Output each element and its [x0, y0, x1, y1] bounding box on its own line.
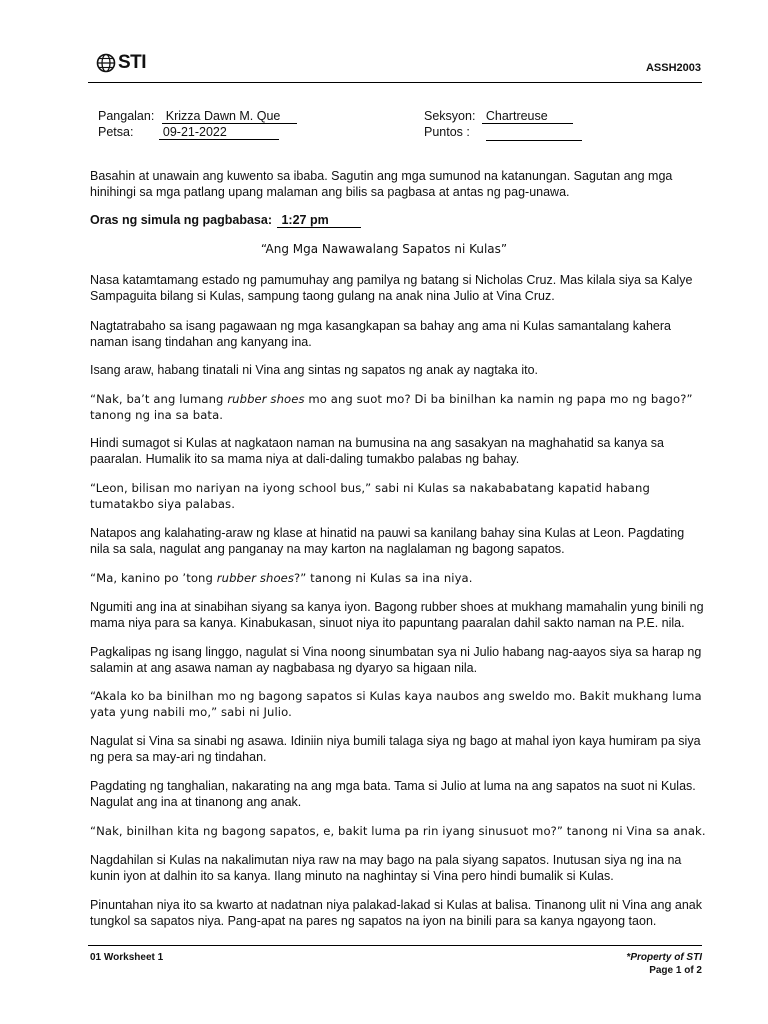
date-label: Petsa: — [98, 125, 134, 139]
name-label: Pangalan: — [98, 109, 155, 123]
paragraph-2: Nagtatrabaho sa isang pagawaan ng mga kasangkapan sa bahay ang ama ni Kulas samantalang kahera naman isang tindahan ang kanyang ina. — [90, 319, 671, 349]
paragraph-6: “Leon, bilisan mo nariyan na iyong school bus,” sabi ni Kulas sa nakababatang kapatid habang tumatakbo siya palabas. — [90, 481, 650, 511]
paragraph-7: Natapos ang kalahating-araw ng klase at hinatid na pauwi sa kanilang bahay sina Kulas at Leon. Pagdating nila sa sala, nagulat ang panganay na may karton na naglalaman ng bagong sapatos. — [90, 526, 685, 556]
score-field[interactable] — [486, 126, 582, 141]
dialogue-text: ?” tanong ni Kulas sa ina niya. — [294, 571, 473, 585]
sti-logo — [96, 50, 156, 76]
name-field[interactable]: Krizza Dawn M. Que — [162, 109, 297, 124]
start-time-field[interactable]: 1:27 pm — [277, 213, 361, 228]
footer-divider — [88, 945, 702, 946]
paragraph-12: Nagulat si Vina sa sinabi ng asawa. Idiniin niya bumili talaga siya ng bago at mahal iyon kaya humiram pa siya ng pera sa may-ari ng tindahan. — [90, 734, 701, 764]
story-title: “Ang Mga Nawawalang Sapatos ni Kulas” — [260, 242, 508, 256]
paragraph-1: Nasa katamtamang estado ng pamumuhay ang pamilya ng batang si Nicholas Cruz. Mas kilala siya sa Kalye Sampaguita bilang si Kulas, sampung taong gulang na anak nina Julio at Vina Cruz. — [90, 273, 693, 303]
globe-icon — [96, 53, 116, 73]
paragraph-9: Ngumiti ang ina at sinabihan siyang sa kanya iyon. Bagong rubber shoes at mukhang mamahalin yung binili ng mama niya para sa kanya. Kinabukasan, sinuot niya ito papuntang paaralan dahil sakto naman na P.E. nila. — [90, 600, 704, 630]
footer-worksheet: 01 Worksheet 1 — [90, 952, 164, 963]
paragraph-3: Isang araw, habang tinatali ni Vina ang sintas ng sapatos ng anak ay nagtaka ito. — [90, 363, 539, 377]
dialogue-text: “Ma, kanino po ’tong — [90, 571, 217, 585]
logo-text: STI — [118, 52, 147, 73]
section-label: Seksyon: — [424, 109, 476, 123]
score-label: Puntos : — [424, 125, 470, 139]
paragraph-4 — [90, 391, 706, 423]
paragraph-16: Pinuntahan niya ito sa kwarto at nadatnan niya palakad-lakad si Kulas at balisa. Tinanong ulit ni Vina ang anak tungkol sa sapatos niya. Pang-apat na pares ng sapatos na iyon na binili para sa kanya ngayong taon. — [90, 898, 702, 928]
dialogue-text: mo ang suot mo? Di ba binilhan ka namin ng papa mo ng bago?” — [304, 392, 693, 406]
date-row — [98, 123, 279, 141]
start-time-row — [90, 213, 361, 228]
start-time-label: Oras ng simula ng pagbabasa: — [90, 213, 272, 227]
dialogue-text: tanong ng ina sa bata. — [90, 408, 224, 422]
header-divider — [88, 82, 702, 83]
paragraph-10: Pagkalipas ng isang linggo, nagulat si Vina noong sinumbatan sya ni Julio habang nag-aayos siya sa harap ng salamin at ang asawa naman ay nagbabasa ng dyaryo sa higaan nila. — [90, 645, 702, 675]
date-field[interactable]: 09-21-2022 — [159, 125, 279, 140]
emphasis-text: rubber shoes — [227, 392, 305, 406]
emphasis-text: rubber shoes — [216, 571, 295, 585]
paragraph-14: “Nak, binilhan kita ng bagong sapatos, e, bakit luma pa rin iyang sinusuot mo?” tanong ni Vina sa anak. — [90, 824, 706, 838]
paragraph-5: Hindi sumagot si Kulas at nagkataon naman na bumusina na ang sasakyan na maghahatid sa kanya sa paaralan. Humalik ito sa mama niya at dali-daling tumakbo palabas ng bahay. — [90, 436, 664, 466]
paragraph-8 — [90, 570, 706, 586]
footer-property: *Property of STI — [626, 952, 702, 963]
course-code: ASSH2003 — [645, 62, 701, 74]
dialogue-text: “Nak, ba’t ang lumang — [90, 392, 228, 406]
paragraph-13: Pagdating ng tanghalian, nakarating na ang mga bata. Tama si Julio at luma na ang sapatos na suot ni Kulas. Nagulat ang ina at tinanong ang anak. — [90, 779, 696, 809]
section-field[interactable]: Chartreuse — [482, 109, 573, 124]
paragraph-15: Nagdahilan si Kulas na nakalimutan niya raw na may bago na pala siyang sapatos. Inutusan siya ng ina na kunin iyon at dalhin ito sa kanya. Ilang minuto na naghintay si Vina pero hindi bumalik si Kulas. — [90, 853, 682, 883]
paragraph-11: “Akala ko ba binilhan mo ng bagong sapatos si Kulas kaya naubos ang sweldo mo. Bakit mukhang luma yata yung nabili mo,” sabi ni Julio. — [90, 689, 702, 719]
footer-page: Page 1 of 2 — [649, 965, 702, 976]
instructions: Basahin at unawain ang kuwento sa ibaba. Sagutin ang mga sumunod na katanungan. Sagutan ang mga hinihingi sa mga patlang upang malaman ang bilis sa pagbasa at antas ng pag-unawa. — [90, 169, 673, 199]
score-row — [424, 123, 582, 141]
